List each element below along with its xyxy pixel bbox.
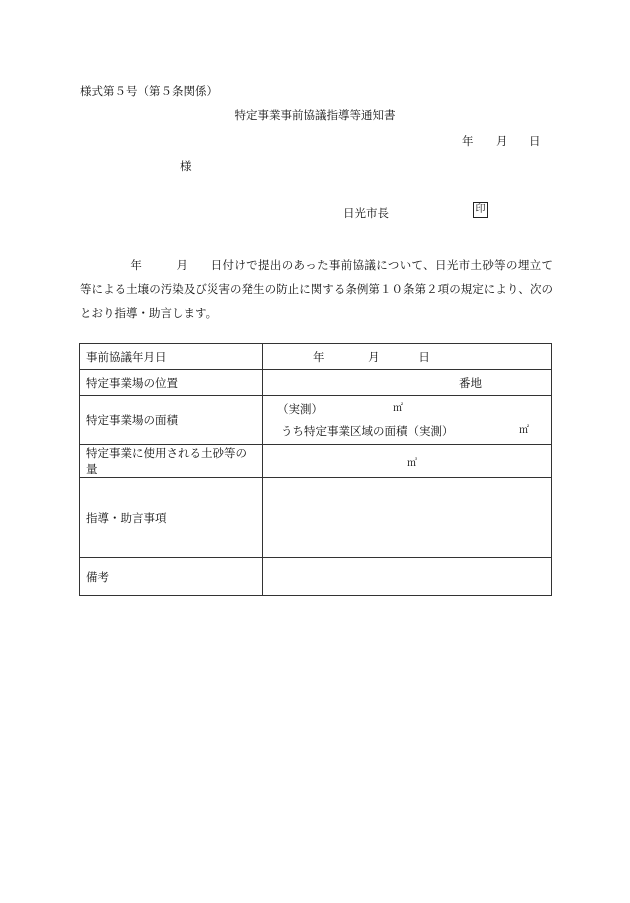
volume-unit: ㎥ (407, 457, 417, 469)
table-row (80, 344, 552, 370)
table-row (80, 558, 552, 596)
table-label: 事前協議年月日 (80, 344, 263, 370)
date-day-label: 日 (529, 134, 541, 148)
cell-month: 月 (368, 349, 380, 364)
table-label: 特定事業場の位置 (80, 370, 263, 396)
cell-lot-number: 番地 (459, 375, 482, 390)
notice-body (80, 253, 553, 325)
consultation-date-cell (263, 344, 552, 370)
recipient-honorific: 様 (180, 159, 192, 173)
table-row (80, 478, 552, 558)
soil-volume-cell (263, 445, 552, 478)
body-text: 日付けで提出のあった事前協議について、日光市土砂等の埋立て等による土壌の汚染及び災害の発生の防止に関する条例第１０条第２項の規定により、次のとおり指導・助言します。 (80, 258, 554, 320)
info-table (79, 343, 552, 596)
table-label: 指導・助言事項 (80, 478, 263, 558)
sub-area-unit: ㎡ (519, 425, 529, 436)
cell-year: 年 (313, 349, 325, 364)
guidance-cell (263, 478, 552, 558)
document-title: 特定事業事前協議指導等通知書 (234, 108, 396, 122)
form-number: 様式第５号（第５条関係） (80, 84, 218, 98)
seal-stamp: 印 (473, 202, 488, 218)
remarks-cell (263, 558, 552, 596)
table-row (80, 370, 552, 396)
date-month-label: 月 (496, 134, 508, 148)
area-cell (263, 396, 552, 445)
table-row (80, 445, 552, 478)
body-month-label: 月 (176, 258, 189, 272)
cell-day: 日 (418, 349, 430, 364)
table-row (80, 396, 552, 445)
area-unit: ㎡ (393, 403, 403, 414)
table-label: 特定事業場の面積 (80, 396, 263, 445)
issuer-name: 日光市長 (343, 206, 389, 220)
table-label: 特定事業に使用される土砂等の量 (80, 445, 263, 478)
date-year-label: 年 (462, 134, 474, 148)
body-year-label: 年 (130, 258, 143, 272)
location-cell (263, 370, 552, 396)
area-measured-label: （実測） (277, 402, 323, 416)
sub-area-label: うち特定事業区域の面積（実測） (281, 424, 454, 438)
table-label: 備考 (80, 558, 263, 596)
